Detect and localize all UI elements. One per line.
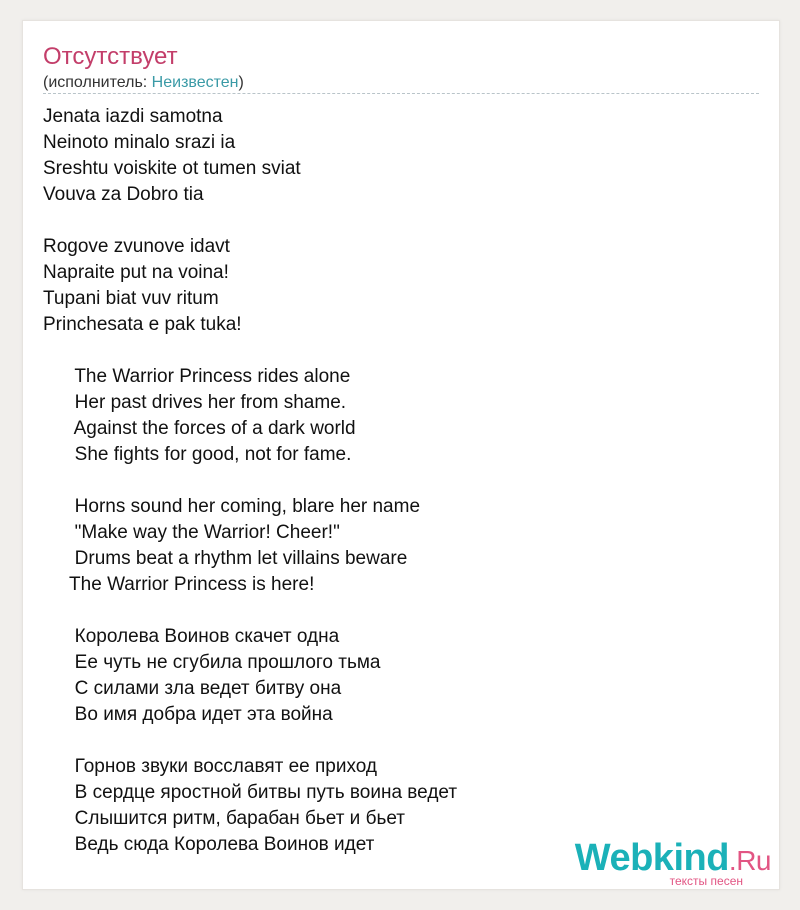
lyric-line: Neinoto minalo srazi ia [43, 132, 236, 153]
logo-tld: .Ru [728, 845, 771, 876]
artist-prefix: (исполнитель: [43, 74, 152, 91]
lyric-line: The Warrior Princess rides alone [43, 366, 351, 387]
lyric-line: She fights for good, not for fame. [43, 444, 352, 465]
artist-line [43, 73, 244, 93]
lyric-line: Drums beat a rhythm let villains beware [43, 548, 408, 569]
stanza-break [43, 338, 457, 364]
lyrics-body [43, 104, 457, 858]
lyric-line: Королева Воинов скачет одна [43, 626, 340, 647]
logo-tagline: тексты песен [669, 874, 743, 888]
lyric-line: Во имя добра идет эта война [43, 704, 333, 725]
logo-main-text: Webkind [574, 837, 729, 879]
lyric-line: Against the forces of a dark world [43, 418, 356, 439]
lyric-line: "Make way the Warrior! Cheer!" [43, 522, 340, 543]
stanza-break [43, 728, 457, 754]
lyric-line: С силами зла ведет битву она [43, 678, 342, 699]
artist-link[interactable]: Неизвестен [151, 74, 239, 91]
lyric-line: Tupani biat vuv ritum [43, 288, 219, 309]
stanza-break [43, 468, 457, 494]
lyric-line: Ведь сюда Королева Воинов идет [43, 834, 375, 855]
lyric-line: Napraite put na voina! [43, 262, 229, 283]
title-divider [43, 93, 759, 94]
song-title: Отсутствует [43, 43, 178, 70]
lyric-line: Jenata iazdi samotna [43, 106, 223, 127]
stanza-break [43, 208, 457, 234]
lyric-line: Princhesata e pak tuka! [43, 314, 242, 335]
artist-suffix: ) [238, 74, 244, 91]
lyric-line: Горнов звуки восславят ее приход [43, 756, 378, 777]
site-logo[interactable] [575, 838, 771, 887]
stanza-break [43, 598, 457, 624]
lyric-line: The Warrior Princess is here! [43, 574, 315, 595]
lyric-line: Her past drives her from shame. [43, 392, 347, 413]
lyric-line: Слышится ритм, барабан бьет и бьет [43, 808, 405, 829]
lyric-line: Ее чуть не сгубила прошлого тьма [43, 652, 381, 673]
lyric-line: Rogove zvunove idavt [43, 236, 230, 257]
lyrics-card [22, 20, 780, 890]
lyric-line: В сердце яростной битвы путь воина ведет [43, 782, 458, 803]
lyric-line: Horns sound her coming, blare her name [43, 496, 421, 517]
lyric-line: Sreshtu voiskite ot tumen sviat [43, 158, 301, 179]
lyric-line: Vouva za Dobro tia [43, 184, 204, 205]
